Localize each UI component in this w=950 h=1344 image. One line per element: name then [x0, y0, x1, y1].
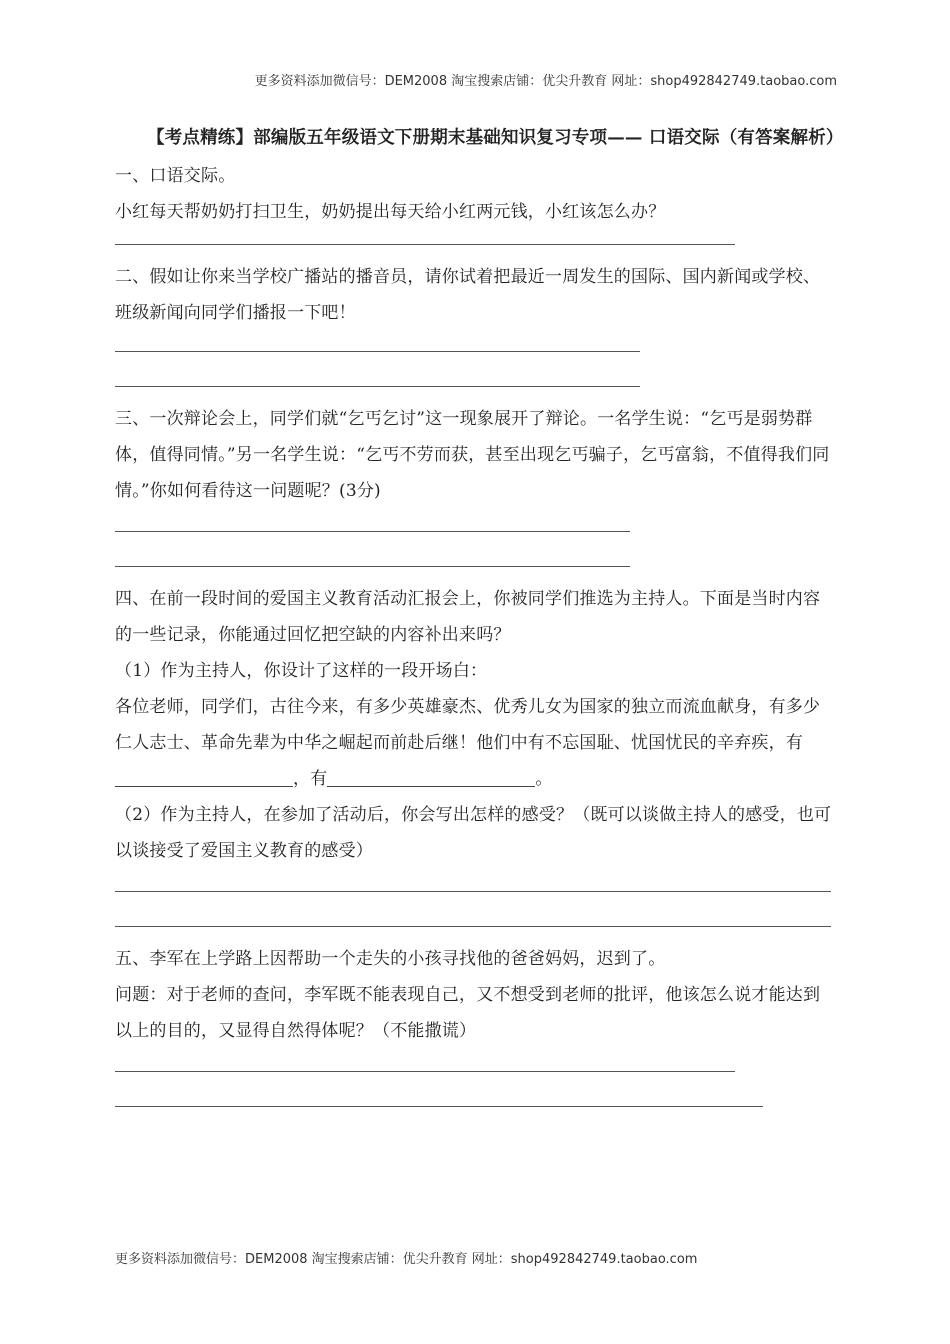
- q4-answer-line-2[interactable]: [115, 926, 831, 927]
- q5-text: 五、李军在上学路上因帮助一个走失的小孩寻找他的爸爸妈妈，迟到了。: [115, 949, 666, 969]
- q4-sub2: （2）作为主持人，在参加了活动后，你会写出怎样的感受？（既可以谈做主持人的感受，也可以谈接受了爱国主义教育的感受）: [115, 805, 832, 861]
- content: [115, 120, 844, 1107]
- q3-answer-line-2[interactable]: [115, 566, 630, 567]
- q5-question: 问题：对于老师的查问，李军既不能表现自己，又不想受到老师的批评，他该怎么说才能达到以上的目的，又显得自然得体呢？（不能撒谎）: [115, 985, 821, 1041]
- q1-answer-line[interactable]: [115, 244, 735, 245]
- q4-speech-end: 。: [535, 769, 553, 789]
- q1-text: 小红每天帮奶奶打扫卫生，奶奶提出每天给小红两元钱，小红该怎么办？: [115, 202, 666, 222]
- q4-intro: 四、在前一段时间的爱国主义教育活动汇报会上，你被同学们推选为主持人。下面是当时内容的一些记录，你能通过回忆把空缺的内容补出来吗？: [115, 589, 821, 645]
- page-header: 更多资料添加微信号：DEM2008 淘宝搜索店铺：优尖升教育 网址：shop492842749.taobao.com: [254, 74, 837, 89]
- page-footer: 更多资料添加微信号：DEM2008 淘宝搜索店铺：优尖升教育 网址：shop492842749.taobao.com: [115, 1252, 698, 1267]
- q4-sub1: （1）作为主持人，你设计了这样的一段开场白：: [115, 661, 488, 681]
- q2-answer-line-1[interactable]: [115, 351, 640, 352]
- q2-answer-line-2[interactable]: [115, 386, 640, 387]
- q4-blank-2[interactable]: [327, 768, 535, 787]
- q1-heading: 一、口语交际。: [115, 166, 236, 186]
- q5-answer-line-1[interactable]: [115, 1071, 735, 1072]
- q5-answer-line-2[interactable]: [115, 1106, 763, 1107]
- q3-text: 三、一次辩论会上，同学们就“乞丐乞讨”这一现象展开了辩论。一名学生说：“乞丐是弱势群体，值得同情。”另一名学生说：“乞丐不劳而获，甚至出现乞丐骗子，乞丐富翁，不值得我们同情。”你如何看待这一问题呢？(3分): [115, 409, 830, 501]
- q4-answer-line-1[interactable]: [115, 891, 831, 892]
- document-title: 【考点精练】部编版五年级语文下册期末基础知识复习专项—— 口语交际（有答案解析）: [147, 128, 844, 148]
- q4-blank-1[interactable]: [115, 768, 293, 787]
- q4-speech-mid: ，有: [293, 769, 328, 789]
- q3-answer-line-1[interactable]: [115, 531, 630, 532]
- q2-text: 二、假如让你来当学校广播站的播音员，请你试着把最近一周发生的国际、国内新闻或学校、班级新闻向同学们播报一下吧！: [115, 267, 821, 323]
- q4-speech-text: 各位老师，同学们，古往今来，有多少英雄豪杰、优秀儿女为国家的独立而流血献身，有多少仁人志士、革命先辈为中华之崛起而前赴后继！他们中有不忘国耻、忧国忧民的辛弃疾，有: [115, 697, 821, 753]
- q4-speech: [115, 689, 835, 797]
